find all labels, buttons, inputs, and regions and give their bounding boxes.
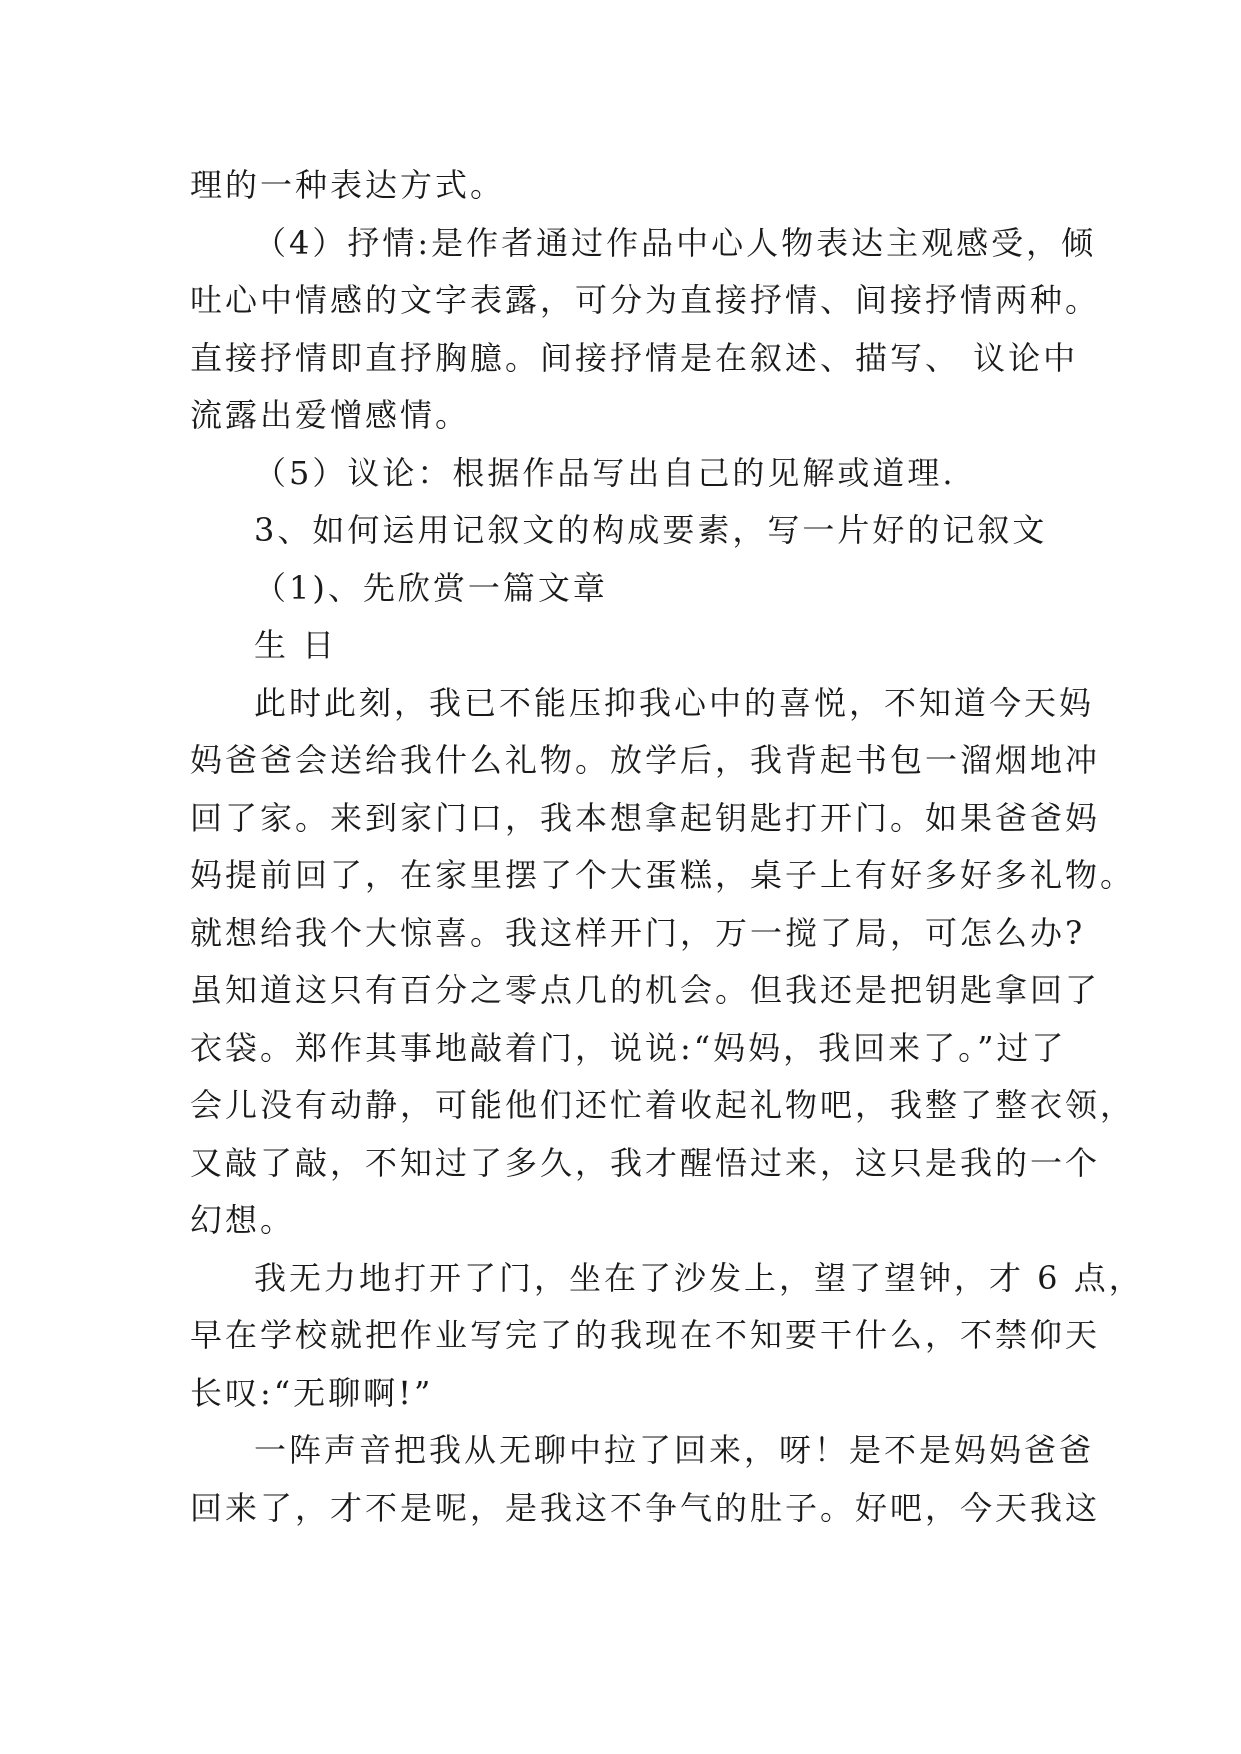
text-line: 流露出爱憎感情。 <box>190 396 471 434</box>
text-line: 理的一种表达方式。 <box>190 166 506 204</box>
text-line: 虽知道这只有百分之零点几的机会。但我还是把钥匙拿回了 <box>190 971 1101 1009</box>
text-line: 吐心中情感的文字表露，可分为直接抒情、间接抒情两种。 <box>190 281 1101 319</box>
text-line: 我无力地打开了门，坐在了沙发上，望了望钟，才 6 点， <box>254 1258 1144 1297</box>
text-line: 会儿没有动静，可能他们还忙着收起礼物吧，我整了整衣领， <box>190 1086 1136 1124</box>
text-line: 又敲了敲，不知过了多久，我才醒悟过来，这只是我的一个 <box>190 1143 1101 1182</box>
subsection-heading: （1)、先欣赏一篇文章 <box>254 568 608 607</box>
essay-title: 生 日 <box>254 626 338 664</box>
text-line: 此时此刻，我已不能压抑我心中的喜悦，不知道今天妈 <box>254 683 1095 722</box>
text-line: 妈爸爸会送给我什么礼物。放学后，我背起书包一溜烟地冲 <box>190 741 1101 779</box>
text-line: 早在学校就把作业写完了的我现在不知要干什么，不禁仰天 <box>190 1316 1101 1354</box>
text-line: （4）抒情:是作者通过作品中心人物表达主观感受，倾 <box>254 223 1097 262</box>
text-line: 衣袋。郑作其事地敲着门，说说:“妈妈，我回来了。”过了 <box>190 1028 1067 1067</box>
section-heading: 3、如何运用记叙文的构成要素，写一片好的记叙文 <box>254 511 1048 549</box>
text-line: 一阵声音把我从无聊中拉了回来，呀！是不是妈妈爸爸 <box>254 1431 1095 1469</box>
text-line: 妈提前回了，在家里摆了个大蛋糕，桌子上有好多好多礼物。 <box>190 856 1136 894</box>
text-line: 长叹:“无聊啊!” <box>190 1373 434 1412</box>
text-line: 就想给我个大惊喜。我这样开门，万一搅了局，可怎么办? <box>190 913 1086 952</box>
text-line: （5）议论：根据作品写出自己的见解或道理. <box>254 453 956 492</box>
text-line: 回了家。来到家门口，我本想拿起钥匙打开门。如果爸爸妈 <box>190 798 1101 837</box>
body-text <box>190 157 1144 1537</box>
text-line: 直接抒情即直抒胸臆。间接抒情是在叙述、描写、 议论中 <box>190 338 1079 377</box>
text-line: 幻想。 <box>190 1201 296 1239</box>
text-line: 回来了，才不是呢，是我这不争气的肚子。好吧，今天我这 <box>190 1488 1101 1527</box>
